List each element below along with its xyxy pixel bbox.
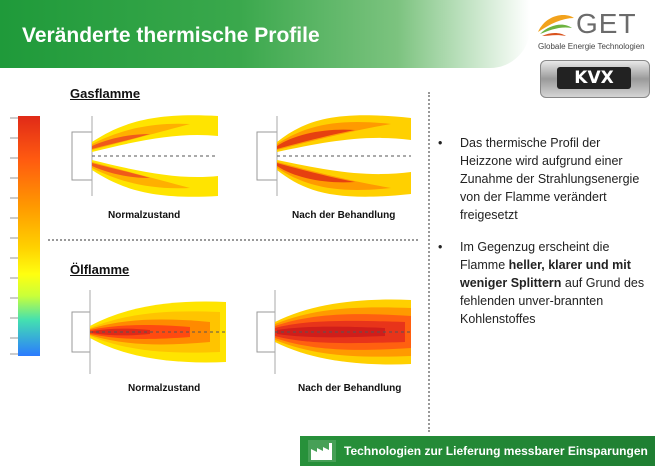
- bullet-item: [438, 134, 648, 224]
- gas-flame-normal: [70, 106, 220, 206]
- oil-heading: Ölflamme: [70, 262, 130, 277]
- vertical-divider: [428, 92, 430, 432]
- kvx-badge-label: KVX: [557, 67, 631, 89]
- gas-caption-normal: Normalzustand: [108, 210, 181, 221]
- bullet-dot-icon: •: [438, 136, 443, 150]
- bullet-item: [438, 238, 648, 328]
- kvx-badge: [540, 60, 650, 98]
- oil-caption-treated: Nach der Behandlung: [298, 383, 402, 394]
- temperature-scale: [18, 116, 40, 356]
- scale-ticks: [6, 116, 18, 356]
- bullet-text-2-bold: heller, klarer und mit weniger Splittern: [460, 258, 631, 290]
- get-logo: [534, 4, 650, 52]
- logo-subtitle: Globale Energie Technologien: [538, 42, 645, 51]
- footer-text: Technologien zur Lieferung messbarer Einsparungen: [344, 444, 648, 458]
- gas-flame-treated: [255, 106, 415, 206]
- oil-flame-treated: [255, 282, 415, 382]
- bullet-text-2-pre: Im Gegenzug erscheint die Flamme: [460, 240, 610, 272]
- title-bar: [0, 0, 530, 68]
- bullet-list: [438, 134, 648, 342]
- section-divider: [48, 239, 418, 241]
- leaf-logo-icon: [536, 10, 576, 40]
- slide-title: Veränderte thermische Profile: [22, 24, 320, 47]
- oil-caption-normal: Normalzustand: [128, 383, 201, 394]
- bullet-text-1: Das thermische Profil der Heizzone wird aufgrund einer Zunahme der Strahlungsenergie von der Flamme verändert freigesetzt: [460, 136, 640, 222]
- gas-caption-treated: Nach der Behandlung: [292, 210, 396, 221]
- bullet-dot-icon: •: [438, 240, 443, 254]
- footer-bar: [300, 436, 655, 466]
- bullet-text-2-post: auf Grund des fehlenden unver-brannten Kohlenstoffes: [460, 276, 645, 326]
- factory-icon: [308, 440, 336, 462]
- logo-wordmark: GET: [576, 8, 637, 39]
- gas-heading: Gasflamme: [70, 86, 141, 101]
- oil-flame-normal: [70, 282, 230, 382]
